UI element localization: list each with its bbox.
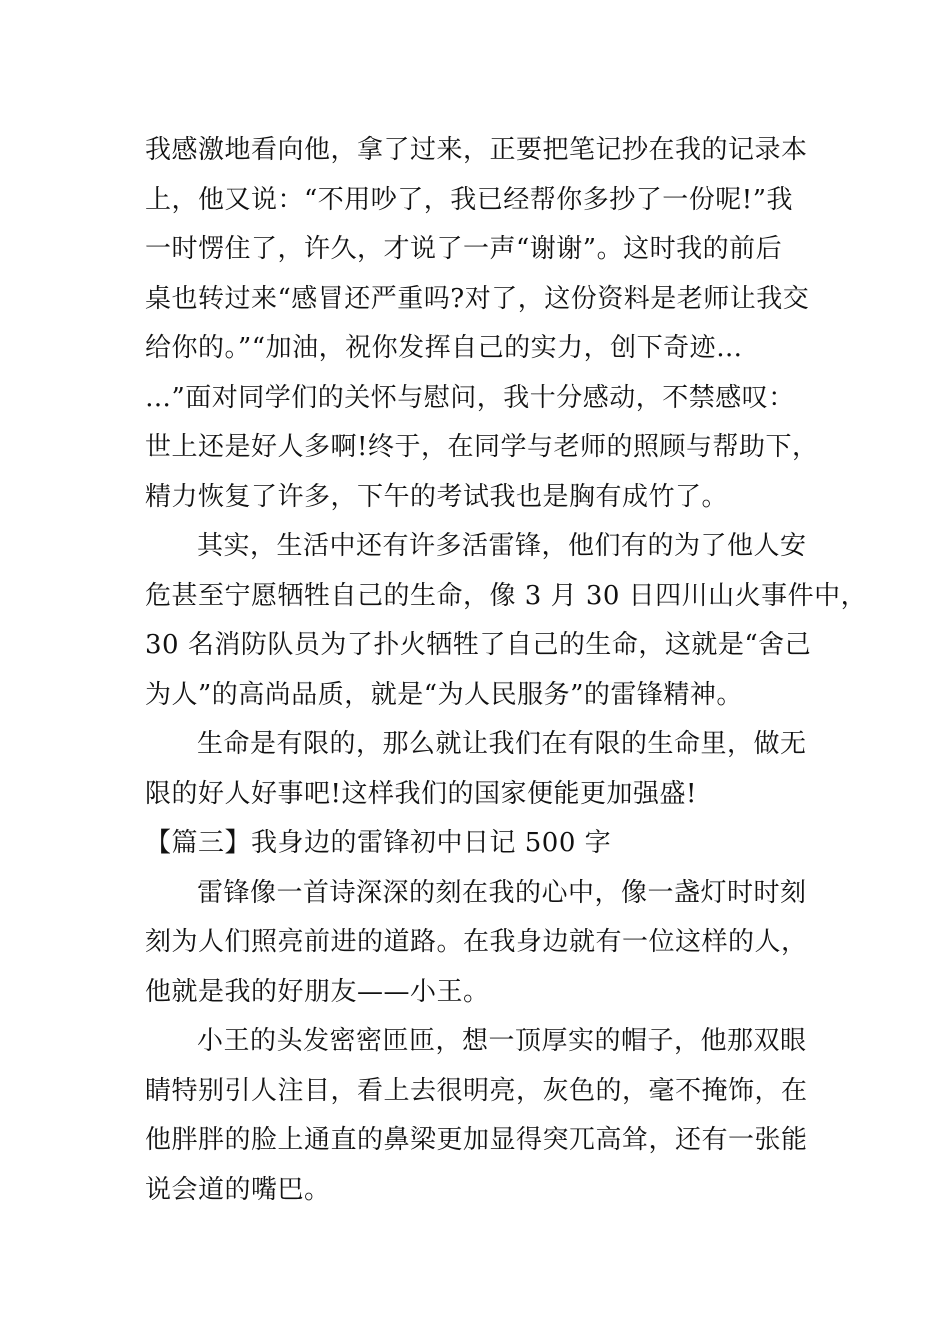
text-line: 30 名消防队员为了扑火牺牲了自己的生命，这就是“舍己 xyxy=(145,630,812,660)
text-line: 我感激地看向他，拿了过来，正要把笔记抄在我的记录本 xyxy=(145,135,808,165)
text-line: 一时愣住了，许久，才说了一声“谢谢”。这时我的前后 xyxy=(145,234,783,264)
text-line: 限的好人好事吧!这样我们的国家便能更加强盛! xyxy=(145,778,697,809)
text-line: …”面对同学们的关怀与慰问，我十分感动，不禁感叹： xyxy=(145,382,795,413)
text-line: 世上还是好人多啊!终于，在同学与老师的照顾与帮助下， xyxy=(145,432,819,462)
text-line: 危甚至宁愿牺牲自己的生命，像 3 月 30 日四川山火事件中， xyxy=(145,580,868,611)
paragraph-start-line: 其实，生活中还有许多活雷锋，他们有的为了他人安 xyxy=(197,531,807,561)
document-body xyxy=(145,126,868,1215)
text-line: 桌也转过来“感冒还严重吗?对了，这份资料是老师让我交 xyxy=(145,283,810,314)
text-line: 上，他又说：“不用吵了，我已经帮你多抄了一份呢!”我 xyxy=(145,184,794,215)
paragraph-start-line: 生命是有限的，那么就让我们在有限的生命里，做无 xyxy=(197,729,807,759)
text-line: 精力恢复了许多，下午的考试我也是胸有成竹了。 xyxy=(145,481,729,512)
text-line: 为人”的高尚品质，就是“为人民服务”的雷锋精神。 xyxy=(145,679,743,710)
section-heading: 【篇三】我身边的雷锋初中日记 500 字 xyxy=(145,828,612,858)
text-line: 睛特别引人注目，看上去很明亮，灰色的，毫不掩饰，在 xyxy=(145,1075,808,1106)
paragraph-start-line: 小王的头发密密匝匝，想一顶厚实的帽子，他那双眼 xyxy=(197,1026,807,1056)
text-line: 刻为人们照亮前进的道路。在我身边就有一位这样的人， xyxy=(145,927,808,957)
text-line: 他胖胖的脸上通直的鼻梁更加显得突兀高耸，还有一张能 xyxy=(145,1125,808,1155)
text-line: 说会道的嘴巴。 xyxy=(145,1174,331,1205)
paragraph-start-line: 雷锋像一首诗深深的刻在我的心中，像一盏灯时时刻 xyxy=(197,877,807,908)
text-line: 他就是我的好朋友——小王。 xyxy=(145,976,490,1007)
text-line: 给你的。”“加油，祝你发挥自己的实力，创下奇迹… xyxy=(145,333,743,363)
